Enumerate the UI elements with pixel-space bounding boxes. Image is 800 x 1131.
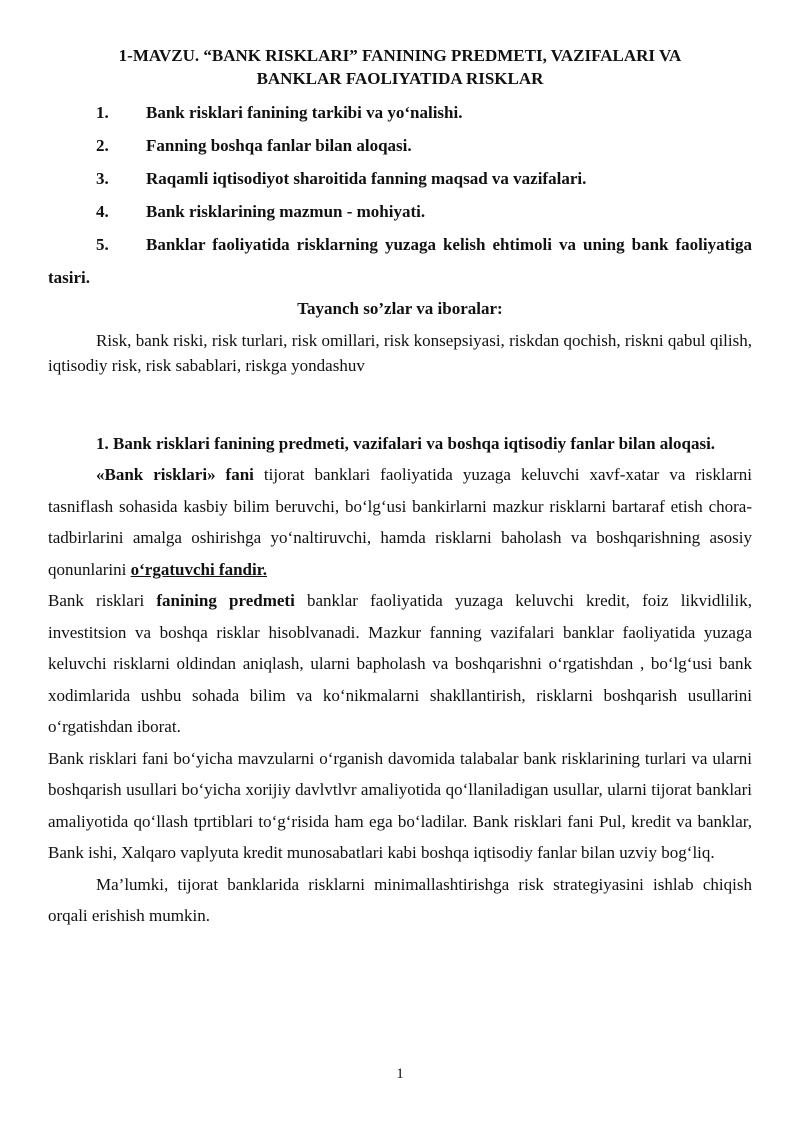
paragraph-1-text: tijorat banklari faoliyatida yuzaga keluvchi xavf-xatar va risklarni tasniflash sohasida kasbiy bilim beruvchi, bo‘lg‘usi bankirlarni mazkur risklarni bartaraf etish chora-tadbirlarini amalga oshirishga yo‘naltiruvchi, hamda risklarni baholash va boshqarishning asosiy qonunlarini <box>48 465 753 579</box>
keywords-heading: Tayanch so’zlar va iboralar: <box>297 299 503 318</box>
title-line-1: 1-MAVZU. “BANK RISKLARI” FANINING PREDMETI, VAZIFALARI VA <box>118 46 682 65</box>
outline-item <box>48 162 752 195</box>
paragraph-1-bold-lead: «Bank risklari» fani <box>96 465 254 484</box>
outline-item-text: Fanning boshqa fanlar bilan aloqasi. <box>146 136 412 155</box>
outline-item-text: Banklar faoliyatida risklarning yuzaga kelish ehtimoli va uning bank faoliyatiga tasiri. <box>48 235 752 287</box>
paragraph-2-lead: Bank risklari <box>48 591 157 610</box>
paragraph-3: Bank risklari fani bo‘yicha mavzularni o‘rganish davomida talabalar bank risklarining turlari va ularni boshqarish usullari bo‘yicha xorijiy davlvtlvr amaliyotida qo‘llaniladigan usullar, ularni tijorat banklari amaliyotida qo‘llash tprtiblari to‘g‘risida ham ega bo‘ladilar. Bank risklari fani Pul, kredit va banklar, Bank ishi, Xalqaro vaplyuta kredit munosabatlari kabi boshqa iqtisodiy fanlar bilan uzviy bog‘liq. <box>48 748 752 862</box>
paragraph-2-bold: fanining predmeti <box>156 591 295 610</box>
outline-item-number: 2. <box>96 136 109 155</box>
outline-item-text: Raqamli iqtisodiyot sharoitida fanning maqsad va vazifalari. <box>146 169 587 188</box>
outline-item-text: Bank risklarining mazmun - mohiyati. <box>146 202 426 221</box>
paragraph-4: Ma’lumki, tijorat banklarida risklarni minimallashtirishga risk strategiyasini ishlab chiqish orqali erishish mumkin. <box>48 874 752 925</box>
title-line-2: BANKLAR FAOLIYATIDA RISKLAR <box>256 69 544 88</box>
outline-item-text: Bank risklari fanining tarkibi va yo‘nalishi. <box>146 103 463 122</box>
section-heading: 1. Bank risklari fanining predmeti, vazifalari va boshqa iqtisodiy fanlar bilan aloqasi. <box>96 434 716 453</box>
topic-outline-list <box>48 96 752 294</box>
outline-item-number: 1. <box>96 103 109 122</box>
paragraph-1-underlined-end: o‘rgatuvchi fandir. <box>130 559 267 579</box>
paragraph-2-text: banklar faoliyatida yuzaga keluvchi kredit, foiz likvidlilik, investitsion va boshqa risklar hisoblvanadi. Mazkur fanning vazifalari banklar faoliyatida yuzaga keluvchi risklarni oldindan aniqlash, ularni bapholash va boshqarishni o‘rgatishdan , bo‘lg‘usi bank xodimlarida ushbu sohada bilim va ko‘nikmalarni shakllantirish, risklarni boshqarish usullarini o‘rgatishdan iborat. <box>48 591 753 736</box>
outline-item-number: 3. <box>96 169 109 188</box>
outline-item-number: 4. <box>96 202 109 221</box>
page-number: 1 <box>396 1066 404 1082</box>
document-title <box>48 44 752 90</box>
outline-item <box>48 228 752 294</box>
keywords-paragraph: Risk, bank riski, risk turlari, risk omillari, risk konsepsiyasi, riskdan qochish, riskni qabul qilish, iqtisodiy risk, risk sabablari, riskga yondashuv <box>48 331 752 375</box>
page-content <box>48 44 752 932</box>
outline-item <box>48 96 752 129</box>
outline-item <box>48 129 752 162</box>
outline-item <box>48 195 752 228</box>
paragraph-1 <box>48 459 752 585</box>
outline-item-number: 5. <box>96 235 109 254</box>
paragraph-2 <box>48 585 752 743</box>
